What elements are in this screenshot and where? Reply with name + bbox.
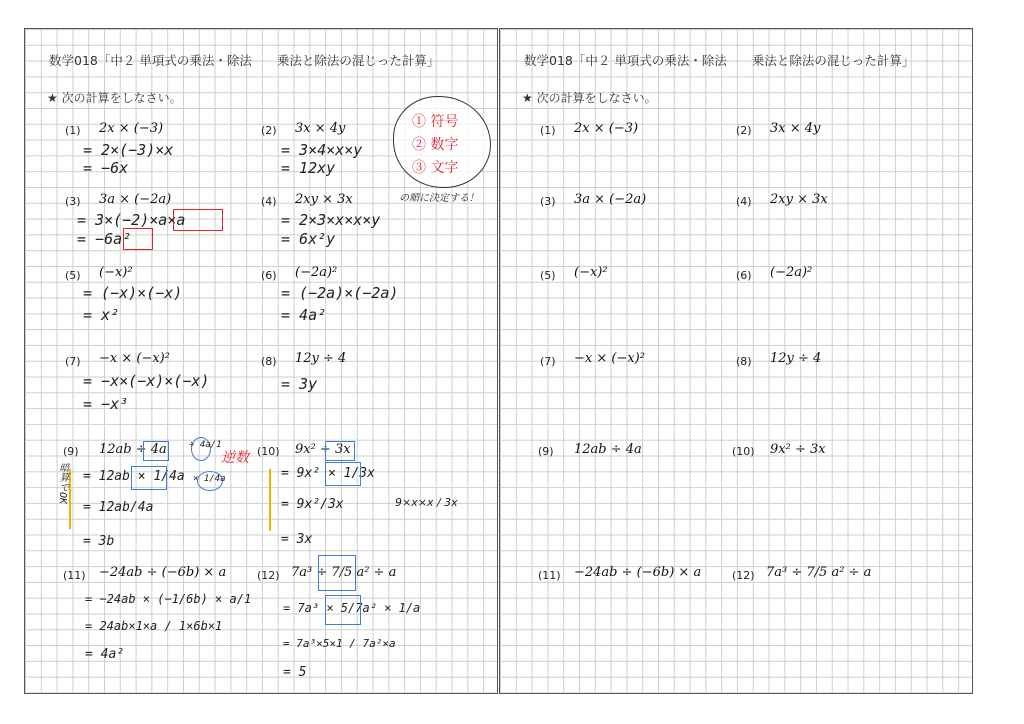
work-step: = 6x²y — [281, 230, 336, 248]
problem-expression: 2x × (−3) — [574, 121, 639, 136]
work-step: = −6a² — [77, 230, 132, 248]
highlight-box — [123, 228, 153, 250]
page-title: 数学018「中２ 単項式の乗法・除法 乗法と除法の混じった計算」 — [49, 53, 440, 68]
highlight-box — [143, 441, 169, 461]
problem-number: (12) — [732, 569, 755, 582]
problem-expression: 12ab ÷ 4a — [574, 442, 642, 457]
problem-number: (5) — [65, 269, 81, 282]
problem-expression: 2xy × 3x — [295, 192, 353, 207]
work-step: = x² — [83, 306, 120, 324]
work-step: = 4a² — [281, 306, 327, 324]
problem-expression: −x × (−x)² — [574, 351, 645, 366]
worksheet-blank — [499, 28, 973, 694]
rule-note: の順に決定する！ — [399, 193, 479, 204]
problem-expression: 3x × 4y — [295, 121, 346, 136]
problem-number: (8) — [261, 355, 277, 368]
work-step: = 7a³×5×1 / 7a²×a — [283, 637, 396, 650]
yellow-arrow — [269, 469, 271, 531]
reciprocal-bottom: × 1/4a — [193, 474, 226, 484]
work-step: = 12xy — [281, 159, 336, 177]
problem-number: (7) — [540, 355, 556, 368]
work-step: = 12ab/4a — [83, 500, 154, 515]
problem-expression: (−x)² — [574, 265, 608, 280]
work-step: = 4a² — [85, 647, 125, 662]
problem-number: (1) — [65, 124, 81, 137]
problem-number: (6) — [261, 269, 277, 282]
problem-number: (8) — [736, 355, 752, 368]
work-step: = (−x)×(−x) — [83, 284, 183, 302]
work-step: = −x×(−x)×(−x) — [83, 372, 210, 390]
highlight-box — [318, 555, 356, 591]
rule-cloud — [393, 96, 491, 188]
worksheet-answer-key — [24, 28, 498, 694]
problem-expression: 2x × (−3) — [99, 121, 164, 136]
problem-number: (4) — [736, 195, 752, 208]
problem-number: (3) — [540, 195, 556, 208]
highlight-box — [325, 441, 355, 461]
problem-expression: 3a × (−2a) — [99, 192, 172, 207]
problem-expression: 12ab ÷ 4a — [99, 442, 167, 457]
instruction: ★ 次の計算をしなさい。 — [47, 91, 182, 105]
problem-number: (11) — [63, 569, 86, 582]
work-step: = −x³ — [83, 395, 129, 413]
problem-number: (6) — [736, 269, 752, 282]
work-step: = 24ab×1×a / 1×6b×1 — [85, 619, 223, 633]
problem-expression: −24ab ÷ (−6b) × a — [99, 565, 227, 580]
work-step: = 3y — [281, 375, 318, 393]
highlight-box — [325, 462, 361, 486]
problem-expression: 3a × (−2a) — [574, 192, 647, 207]
work-step: = 3b — [83, 534, 115, 549]
problem-expression: 2xy × 3x — [770, 192, 828, 207]
problem-expression: 9x² ÷ 3x — [770, 442, 826, 457]
problem-number: (4) — [261, 195, 277, 208]
problem-expression: −x × (−x)² — [99, 351, 170, 366]
highlight-box — [173, 209, 223, 231]
problem-expression: (−2a)² — [295, 265, 338, 280]
problem-expression: 7a³ ÷ 7/5 a² ÷ a — [291, 565, 397, 580]
problem-expression: 7a³ ÷ 7/5 a² ÷ a — [766, 565, 872, 580]
rule-step: ② 数字 — [412, 137, 459, 153]
problem-number: (12) — [257, 569, 280, 582]
problem-expression: 9x² ÷ 3x — [295, 442, 351, 457]
work-step: = (−2a)×(−2a) — [281, 284, 399, 302]
highlight-box — [325, 595, 361, 625]
rule-step: ③ 文字 — [412, 160, 459, 176]
work-step: = 3x — [281, 532, 313, 547]
side-note: 暗算でOK — [57, 462, 68, 505]
problem-number: (7) — [65, 355, 81, 368]
problem-number: (3) — [65, 195, 81, 208]
work-step: = 3×4×x×y — [281, 141, 363, 159]
aside-note: 9×x×x / 3x — [395, 496, 458, 509]
problem-expression: 3x × 4y — [770, 121, 821, 136]
problem-expression: (−2a)² — [770, 265, 813, 280]
highlight-box — [131, 466, 167, 490]
problem-number: (2) — [736, 124, 752, 137]
problem-number: (9) — [538, 445, 554, 458]
work-step: = 12ab × 1/4a — [83, 469, 185, 484]
reciprocal-label: 逆数 — [221, 450, 249, 466]
reciprocal-top: ÷ 4a/1 — [189, 440, 222, 450]
problem-number: (10) — [732, 445, 755, 458]
problem-number: (9) — [63, 445, 79, 458]
problem-number: (5) — [540, 269, 556, 282]
page-title: 数学018「中２ 単項式の乗法・除法 乗法と除法の混じった計算」 — [524, 53, 915, 68]
rule-step: ① 符号 — [412, 114, 459, 130]
problem-number: (1) — [540, 124, 556, 137]
work-step: = −6x — [83, 159, 129, 177]
problem-number: (10) — [257, 445, 280, 458]
work-step: = −24ab × (−1/6b) × a/1 — [85, 592, 252, 606]
work-step: = 7a³ × 5/7a² × 1/a — [283, 601, 421, 615]
problem-number: (11) — [538, 569, 561, 582]
problem-expression: (−x)² — [99, 265, 133, 280]
problem-expression: 12y ÷ 4 — [295, 351, 347, 366]
problem-expression: −24ab ÷ (−6b) × a — [574, 565, 702, 580]
work-step: = 9x²/3x — [281, 497, 344, 512]
problem-expression: 12y ÷ 4 — [770, 351, 822, 366]
work-step: = 3×(−2)×a×a — [77, 211, 186, 229]
instruction: ★ 次の計算をしなさい。 — [522, 91, 657, 105]
work-step: = 2×(−3)×x — [83, 141, 174, 159]
work-step: = 2×3×x×x×y — [281, 211, 381, 229]
work-step: = 9x² × 1/3x — [281, 466, 375, 481]
work-step: = 5 — [283, 665, 307, 680]
problem-number: (2) — [261, 124, 277, 137]
